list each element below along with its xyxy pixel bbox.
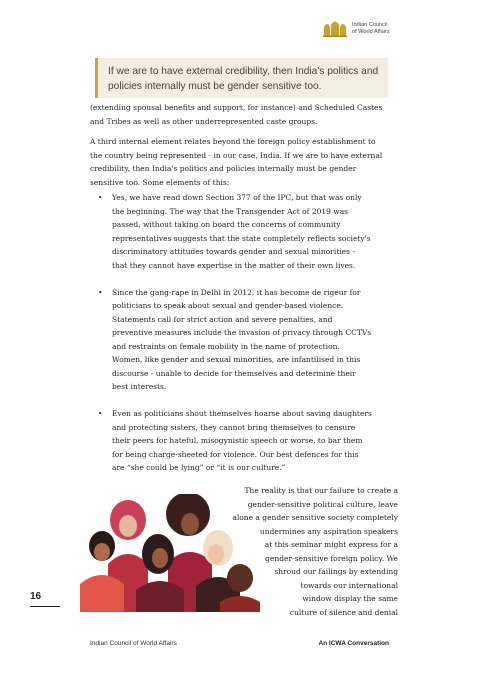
bullet-item (98, 286, 372, 394)
icwa-logo (322, 20, 390, 37)
bullet-dot: • (98, 193, 103, 202)
bullet-item (98, 191, 372, 272)
closing-line: shroud our failings by extending (274, 567, 398, 576)
page-number-rule (30, 606, 60, 607)
bullet-list (98, 191, 372, 475)
closing-line: culture of silence and denial (289, 607, 398, 617)
closing-paragraph (208, 484, 398, 619)
closing-line: The reality is that our failure to create a (244, 486, 398, 495)
bullet-dot: • (98, 287, 103, 297)
closing-line: gender-sensitive political culture, leave (247, 499, 398, 509)
paragraph-internal-element: A third internal element relates beyond the foreign policy establishment to the country being represented - in our case, India. If we are to have external credibility, then India's politics and policies internally must be gender sensitive too. Some elements of this: (90, 137, 383, 187)
closing-line: gender-sensitive foreign policy. We (265, 553, 398, 563)
bullet-text: Since the gang-rape in Delhi in 2012, it has become de rigeur for politicians to speak about sexual and gender-based violence. Statements call for strict action and severe penalties, and preventive measures include the invasion of privacy through CCTVs and restraints on female mobility in the name of protection. Women, like gender and sexual minorities, are infantilised in this discourse - unable to decide for themselves and determine their best interests. (112, 287, 372, 391)
paragraph-continuation: (extending spousal benefits and support, for instance) and Scheduled Castes and Tribes as well as other underrepresented caste groups. (90, 103, 383, 126)
org-name-line1: Indian Council (352, 22, 388, 29)
bullet-text: Yes, we have read down Section 377 of the IPC, but that was only the beginning. The way that the Transgender Act of 2019 was passed, without taking on board the concerns of community representatives suggests that the state completely reflects society's discriminatory attitudes towards gender and sexual minorities - that they cannot have expertise in the matter of their own lives. (112, 193, 371, 270)
bullet-text: Even as politicians shout themselves hoarse about saving daughters and protecting sisters, they cannot bring themselves to censure their peers for hateful, misogynistic speech or worse, to bar them for being charge-sheeted for violence. Our best defences for this are “she could be lying” or “it is our culture.” (112, 409, 372, 472)
bullet-item (98, 407, 372, 475)
pull-quote: If we are to have external credibility, then India's politics and policies internally must be gender sensitive too. (95, 58, 388, 98)
footer-series-title: An ICWA Conversation (318, 640, 389, 647)
org-name-line2: of World Affairs (352, 28, 390, 35)
footer-publisher: Indian Council of World Affairs (90, 640, 177, 647)
closing-line: undermines any aspiration speakers (259, 526, 398, 536)
icwa-emblem-icon (322, 20, 348, 37)
closing-line: window display the same (302, 594, 398, 603)
page-number: 16 (30, 591, 42, 602)
closing-line: alone a gender sensitive society completely (232, 513, 398, 522)
closing-line: at this seminar might express for a (264, 540, 398, 549)
bullet-dot: • (98, 409, 103, 418)
closing-line: towards our international (300, 580, 398, 590)
